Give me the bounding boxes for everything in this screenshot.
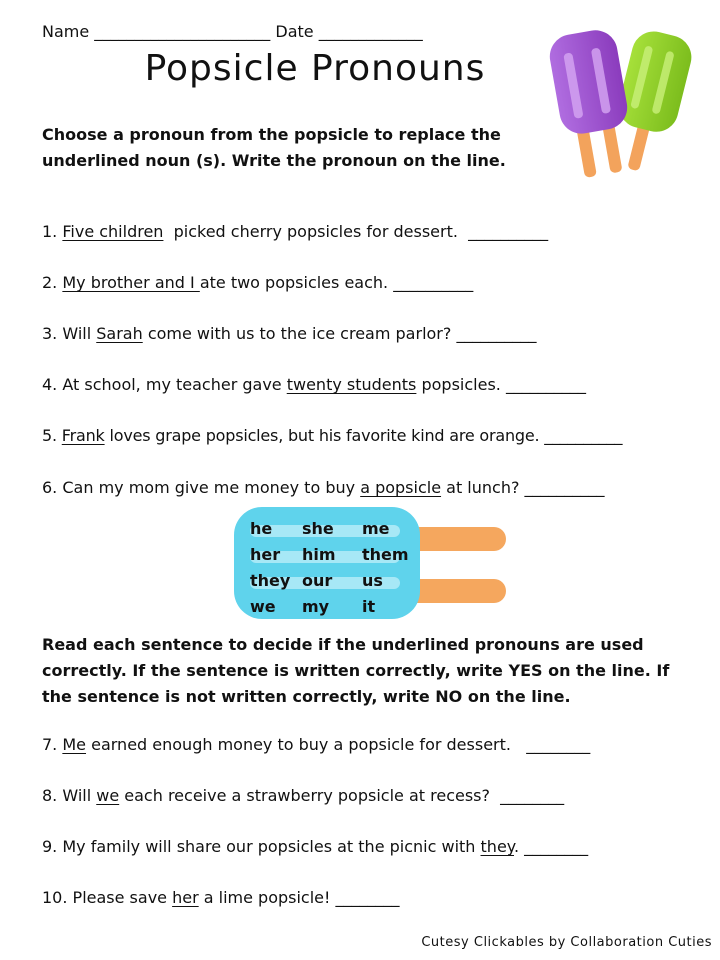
question-7: 7. Me earned enough money to buy a popsicle for dessert. ________ (42, 735, 591, 754)
question-5: 5. Frank loves grape popsicles, but his favorite kind are orange. __________ (42, 426, 623, 445)
word-bank-item: our (302, 571, 333, 590)
name-date-line: Name ______________________ Date _____________ (42, 22, 423, 41)
word-bank-item: she (302, 519, 334, 538)
instructions-part-2: Read each sentence to decide if the underlined pronouns are used correctly. If the sentence is written correctly, write YES on the line. If the sentence is not written correctly, write NO on the line. (42, 635, 670, 706)
page-title: Popsicle Pronouns (144, 48, 486, 89)
question-2: 2. My brother and I ate two popsicles each. __________ (42, 273, 474, 292)
question-8: 8. Will we each receive a strawberry popsicle at recess? ________ (42, 786, 565, 805)
word-bank-item: it (362, 597, 376, 616)
question-1: 1. Five children picked cherry popsicles for dessert. __________ (42, 222, 549, 241)
word-bank-item: my (302, 597, 330, 616)
question-4: 4. At school, my teacher gave twenty students popsicles. __________ (42, 375, 586, 394)
word-bank-item: him (302, 545, 336, 564)
question-3: 3. Will Sarah come with us to the ice cream parlor? __________ (42, 324, 537, 343)
word-bank-item: they (250, 571, 291, 590)
question-9: 9. My family will share our popsicles at the picnic with they. ________ (42, 837, 589, 856)
word-bank-item: us (362, 571, 383, 590)
word-bank-item: he (250, 519, 273, 538)
word-bank-item: me (362, 519, 390, 538)
footer-credit: Cutesy Clickables by Collaboration Cuties (421, 935, 712, 950)
word-bank-item: we (250, 597, 276, 616)
instructions-part-1: Choose a pronoun from the popsicle to replace the underlined noun (s). Write the pronoun on the line. (42, 125, 506, 170)
word-bank-item: them (362, 545, 409, 564)
question-10: 10. Please save her a lime popsicle! ________ (42, 888, 400, 907)
question-6: 6. Can my mom give me money to buy a popsicle at lunch? __________ (42, 478, 605, 497)
popsicles-icon (540, 22, 710, 192)
word-bank-item: her (250, 545, 281, 564)
word-bank (250, 518, 420, 618)
